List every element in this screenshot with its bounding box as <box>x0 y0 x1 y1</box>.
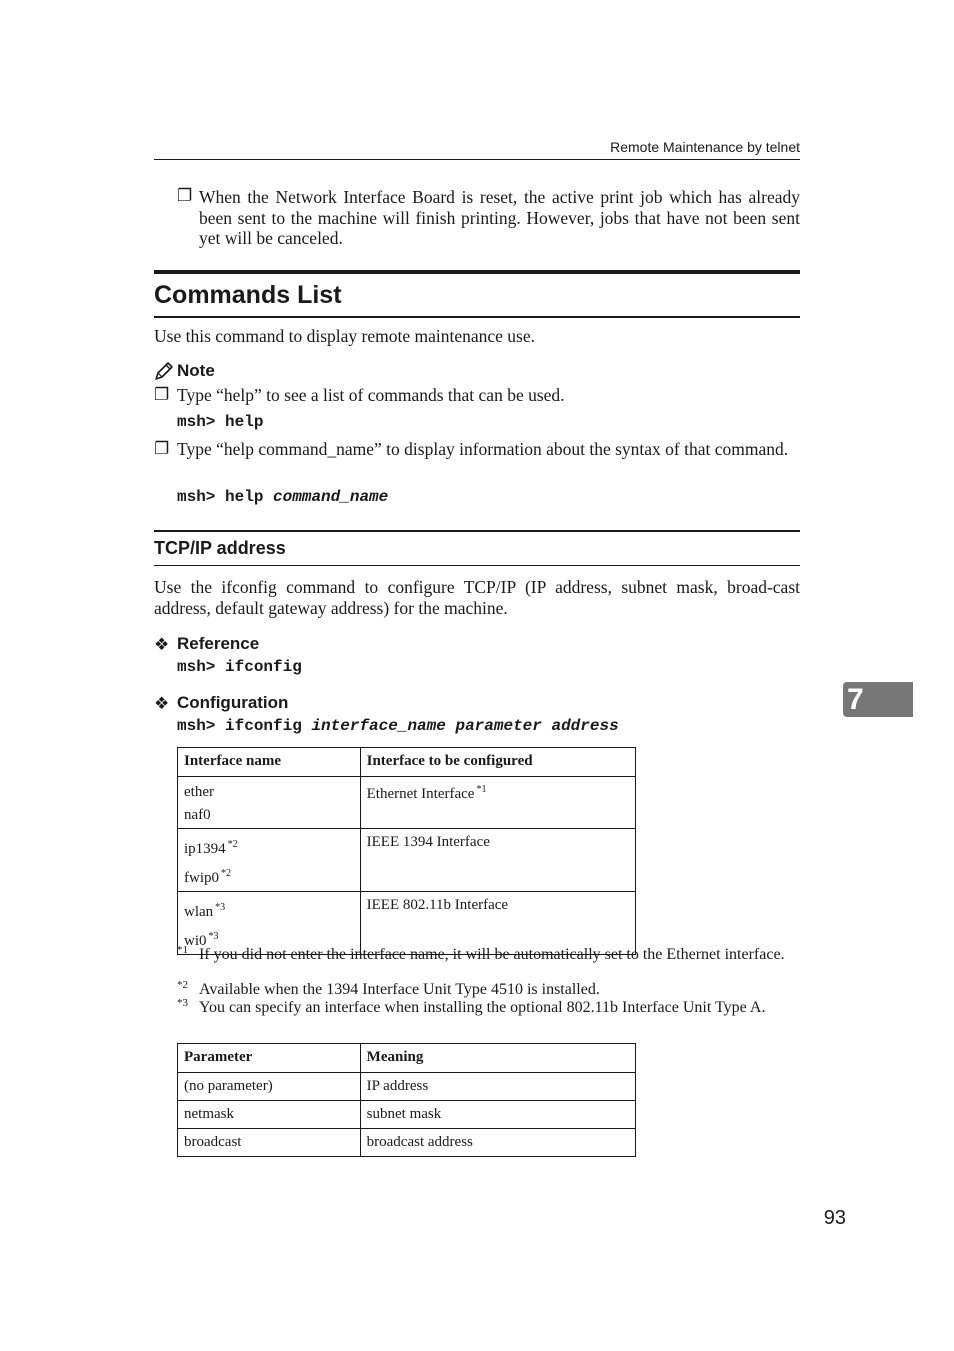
table-header-cell: Interface name <box>178 748 361 777</box>
chapter-tab: 7 <box>843 682 913 717</box>
section-bottom-rule <box>154 316 800 318</box>
table-header-cell: Meaning <box>360 1044 635 1073</box>
footnote-mark: *2 <box>177 979 188 991</box>
note-item-text: Type “help command_name” to display information about the syntax of that command. <box>177 439 789 459</box>
footnote-text: Available when the 1394 Interface Unit Type 4510 is installed. <box>199 981 600 998</box>
subsection-title: TCP/IP address <box>154 538 286 558</box>
table-cell <box>360 777 635 829</box>
parameter-table <box>177 1043 636 1157</box>
table-row <box>178 1129 636 1157</box>
intro-note-text: When the Network Interface Board is reset, the active print job which has already been sent to the machine will finish printing. However, jobs that have not been sent yet will be canceled. <box>199 187 800 248</box>
code-line-ifconfig-full <box>177 717 619 735</box>
code-command: msh> ifconfig <box>177 658 302 676</box>
code-command: msh> ifconfig <box>177 717 302 735</box>
interface-description: IEEE 802.11b Interface <box>366 897 509 913</box>
pencil-icon <box>154 361 174 381</box>
interface-name: wi0 <box>184 933 207 949</box>
table-header-row <box>178 1044 636 1073</box>
section-top-rule <box>154 270 800 274</box>
table-cell: broadcast <box>178 1129 361 1157</box>
running-header: Remote Maintenance by telnet <box>610 139 800 155</box>
footnote-mark: *1 <box>177 944 188 956</box>
table-cell: (no parameter) <box>178 1073 361 1101</box>
diamond-icon: ❖ <box>154 694 170 713</box>
reference-label: Reference <box>177 634 260 653</box>
interface-description: IEEE 1394 Interface <box>366 834 490 850</box>
table-header-row <box>178 748 636 777</box>
code-line-help-command <box>177 488 388 506</box>
table-header-cell: Parameter <box>178 1044 361 1073</box>
table-cell <box>178 829 361 892</box>
code-line-ifconfig <box>177 658 302 676</box>
subsection-bottom-rule <box>154 565 800 566</box>
page-number: 93 <box>823 1207 846 1229</box>
interface-description: Ethernet Interface <box>366 786 475 802</box>
checkbox-icon: ❐ <box>154 439 170 458</box>
code-argument: interface_name parameter address <box>311 717 619 735</box>
note-item-text: Type “help” to see a list of commands that can be used. <box>177 385 565 405</box>
checkbox-icon: ❐ <box>154 385 170 404</box>
section-title: Commands List <box>154 281 342 309</box>
table-cell <box>360 829 635 892</box>
footnote-ref: *2 <box>227 839 238 850</box>
interface-table <box>177 747 636 955</box>
code-command: msh> help <box>177 413 264 431</box>
header-rule <box>154 159 800 160</box>
code-line-help <box>177 413 263 431</box>
footnote-ref: *2 <box>221 868 231 879</box>
table-header-cell: Interface to be configured <box>360 748 635 777</box>
footnote-ref: *3 <box>215 902 226 913</box>
footnote-ref: *1 <box>476 784 487 795</box>
footnote-text: You can specify an interface when installing the optional 802.11b Interface Unit Type A. <box>199 999 766 1016</box>
footnote-text: If you did not enter the interface name, it will be automatically set to the Ethernet interface. <box>199 946 785 963</box>
table-cell: netmask <box>178 1101 361 1129</box>
code-argument: command_name <box>273 488 389 506</box>
checkbox-icon: ❐ <box>177 186 193 205</box>
table-row <box>178 777 636 829</box>
interface-name: wlan <box>184 904 214 920</box>
table-cell: broadcast address <box>360 1129 635 1157</box>
footnote-ref: *3 <box>208 931 219 942</box>
interface-name: naf0 <box>184 807 211 823</box>
table-row <box>178 1101 636 1129</box>
footnote-mark: *3 <box>177 997 188 1009</box>
interface-name: ip1394 <box>184 841 226 857</box>
interface-name: fwip0 <box>184 870 219 886</box>
interface-name: ether <box>184 784 214 800</box>
table-row <box>178 1073 636 1101</box>
subsection-top-rule <box>154 530 800 532</box>
subsection-description: Use the ifconfig command to configure TCP/IP (IP address, subnet mask, broad-cast address, default gateway address) for the machine. <box>154 577 800 618</box>
table-cell: subnet mask <box>360 1101 635 1129</box>
code-command: msh> help <box>177 488 264 506</box>
table-cell: IP address <box>360 1073 635 1101</box>
diamond-icon: ❖ <box>154 635 170 654</box>
section-description: Use this command to display remote maintenance use. <box>154 326 536 346</box>
table-row <box>178 829 636 892</box>
note-label: Note <box>177 361 215 380</box>
table-cell <box>178 777 361 829</box>
configuration-label: Configuration <box>177 693 289 712</box>
